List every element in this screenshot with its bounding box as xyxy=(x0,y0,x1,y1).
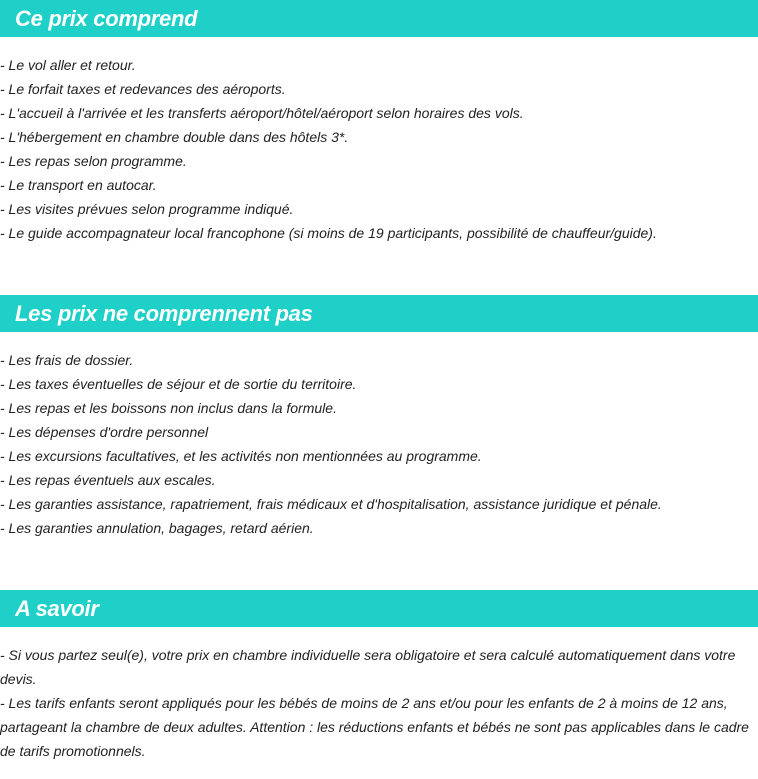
section-list xyxy=(0,627,758,763)
list-item: - Les garanties annulation, bagages, retard aérien. xyxy=(0,520,314,536)
list-item: - Les garanties assistance, rapatriement, frais médicaux et d'hospitalisation, assistance juridique et pénale. xyxy=(0,496,662,512)
section-price-excludes xyxy=(0,295,758,590)
list-item: - Le transport en autocar. xyxy=(0,177,157,193)
list-item: - L'hébergement en chambre double dans des hôtels 3*. xyxy=(0,129,349,145)
list-item: - Les repas selon programme. xyxy=(0,153,187,169)
section-list xyxy=(0,332,758,540)
list-item: - Le guide accompagnateur local francophone (si moins de 19 participants, possibilité de chauffeur/guide). xyxy=(0,225,657,241)
list-item: - Les repas éventuels aux escales. xyxy=(0,472,216,488)
section-list xyxy=(0,37,758,245)
section-title: Les prix ne comprennent pas xyxy=(15,300,313,326)
list-item: - Les frais de dossier. xyxy=(0,352,134,368)
list-item: - Les tarifs enfants seront appliqués pour les bébés de moins de 2 ans et/ou pour les enfants de 2 à moins de 12 ans, partageant la chambre de deux adultes. Attention : les réductions enfants et bébés ne sont pas applicables dans le cadre de tarifs promotionnels. xyxy=(0,695,749,759)
section-header xyxy=(0,295,758,332)
section-header xyxy=(0,0,758,37)
section-title: Ce prix comprend xyxy=(15,5,198,31)
section-header xyxy=(0,590,758,627)
list-item: - Les taxes éventuelles de séjour et de sortie du territoire. xyxy=(0,376,357,392)
list-item: - Les dépenses d'ordre personnel xyxy=(0,424,209,440)
list-item: - Les repas et les boissons non inclus dans la formule. xyxy=(0,400,337,416)
list-item: - Le forfait taxes et redevances des aéroports. xyxy=(0,81,286,97)
list-item: - Le vol aller et retour. xyxy=(0,57,136,73)
list-item: - Les excursions facultatives, et les activités non mentionnées au programme. xyxy=(0,448,482,464)
list-item: - Les visites prévues selon programme indiqué. xyxy=(0,201,294,217)
list-item: - Si vous partez seul(e), votre prix en chambre individuelle sera obligatoire et sera calculé automatiquement dans votre devis. xyxy=(0,647,736,687)
section-good-to-know xyxy=(0,590,758,763)
list-item: - L'accueil à l'arrivée et les transferts aéroport/hôtel/aéroport selon horaires des vols. xyxy=(0,105,524,121)
section-price-includes xyxy=(0,0,758,295)
section-title: A savoir xyxy=(15,595,99,621)
